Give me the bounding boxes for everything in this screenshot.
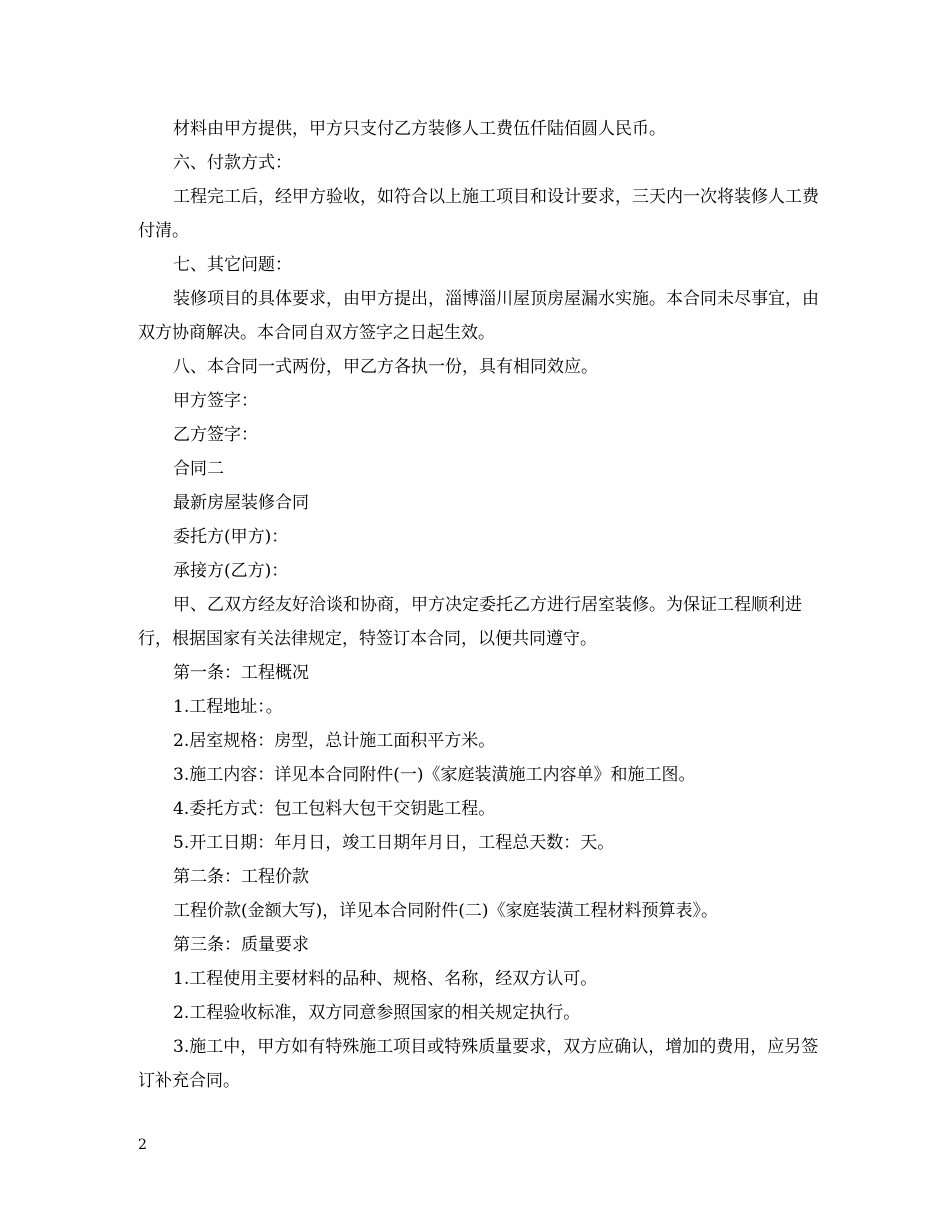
paragraph-21: 工程价款(金额大写)，详见本合同附件(二)《家庭装潢工程材料预算表》。	[173, 901, 719, 921]
paragraph-12: 承接方(乙方)：	[173, 561, 289, 581]
page-number: 2	[138, 1137, 147, 1153]
paragraph-16: 2.居室规格：房型，总计施工面积平方米。	[173, 731, 496, 751]
paragraph-4: 七、其它问题：	[173, 255, 292, 275]
paragraph-15: 1.工程地址：。	[173, 697, 283, 717]
paragraph-5: 装修项目的具体要求，由甲方提出，淄博淄川屋顶房屋漏水实施。本合同未尽事宜，由双方协商解决。本合同自双方签字之日起生效。	[138, 289, 819, 343]
paragraph-24: 2.工程验收标准，双方同意参照国家的相关规定执行。	[173, 1003, 581, 1023]
paragraph-9: 合同二	[173, 459, 224, 479]
paragraph-2: 六、付款方式：	[173, 153, 292, 173]
paragraph-17: 3.施工内容：详见本合同附件(一)《家庭装潢施工内容单》和施工图。	[173, 765, 696, 785]
paragraph-22: 第三条：质量要求	[173, 935, 309, 955]
paragraph-8: 乙方签字：	[173, 425, 258, 445]
paragraph-14: 第一条：工程概况	[173, 663, 309, 683]
paragraph-11: 委托方(甲方)：	[173, 527, 289, 547]
paragraph-18: 4.委托方式：包工包料大包干交钥匙工程。	[173, 799, 496, 819]
paragraph-23: 1.工程使用主要材料的品种、规格、名称，经双方认可。	[173, 969, 598, 989]
document-body	[138, 112, 828, 1098]
paragraph-13: 甲、乙双方经友好洽谈和协商，甲方决定委托乙方进行居室装修。为保证工程顺利进行，根据国家有关法律规定，特签订本合同，以便共同遵守。	[138, 595, 802, 649]
paragraph-19: 5.开工日期：年月日，竣工日期年月日，工程总天数：天。	[173, 833, 615, 853]
paragraph-10: 最新房屋装修合同	[173, 493, 309, 513]
paragraph-25: 3.施工中，甲方如有特殊施工项目或特殊质量要求，双方应确认，增加的费用，应另签订补充合同。	[138, 1037, 819, 1091]
paragraph-6: 八、本合同一式两份，甲乙方各执一份，具有相同效应。	[173, 357, 598, 377]
paragraph-1: 材料由甲方提供，甲方只支付乙方装修人工费伍仟陆佰圆人民币。	[173, 119, 666, 139]
paragraph-3: 工程完工后，经甲方验收，如符合以上施工项目和设计要求，三天内一次将装修人工费付清。	[138, 187, 819, 241]
paragraph-20: 第二条：工程价款	[173, 867, 309, 887]
paragraph-7: 甲方签字：	[173, 391, 258, 411]
